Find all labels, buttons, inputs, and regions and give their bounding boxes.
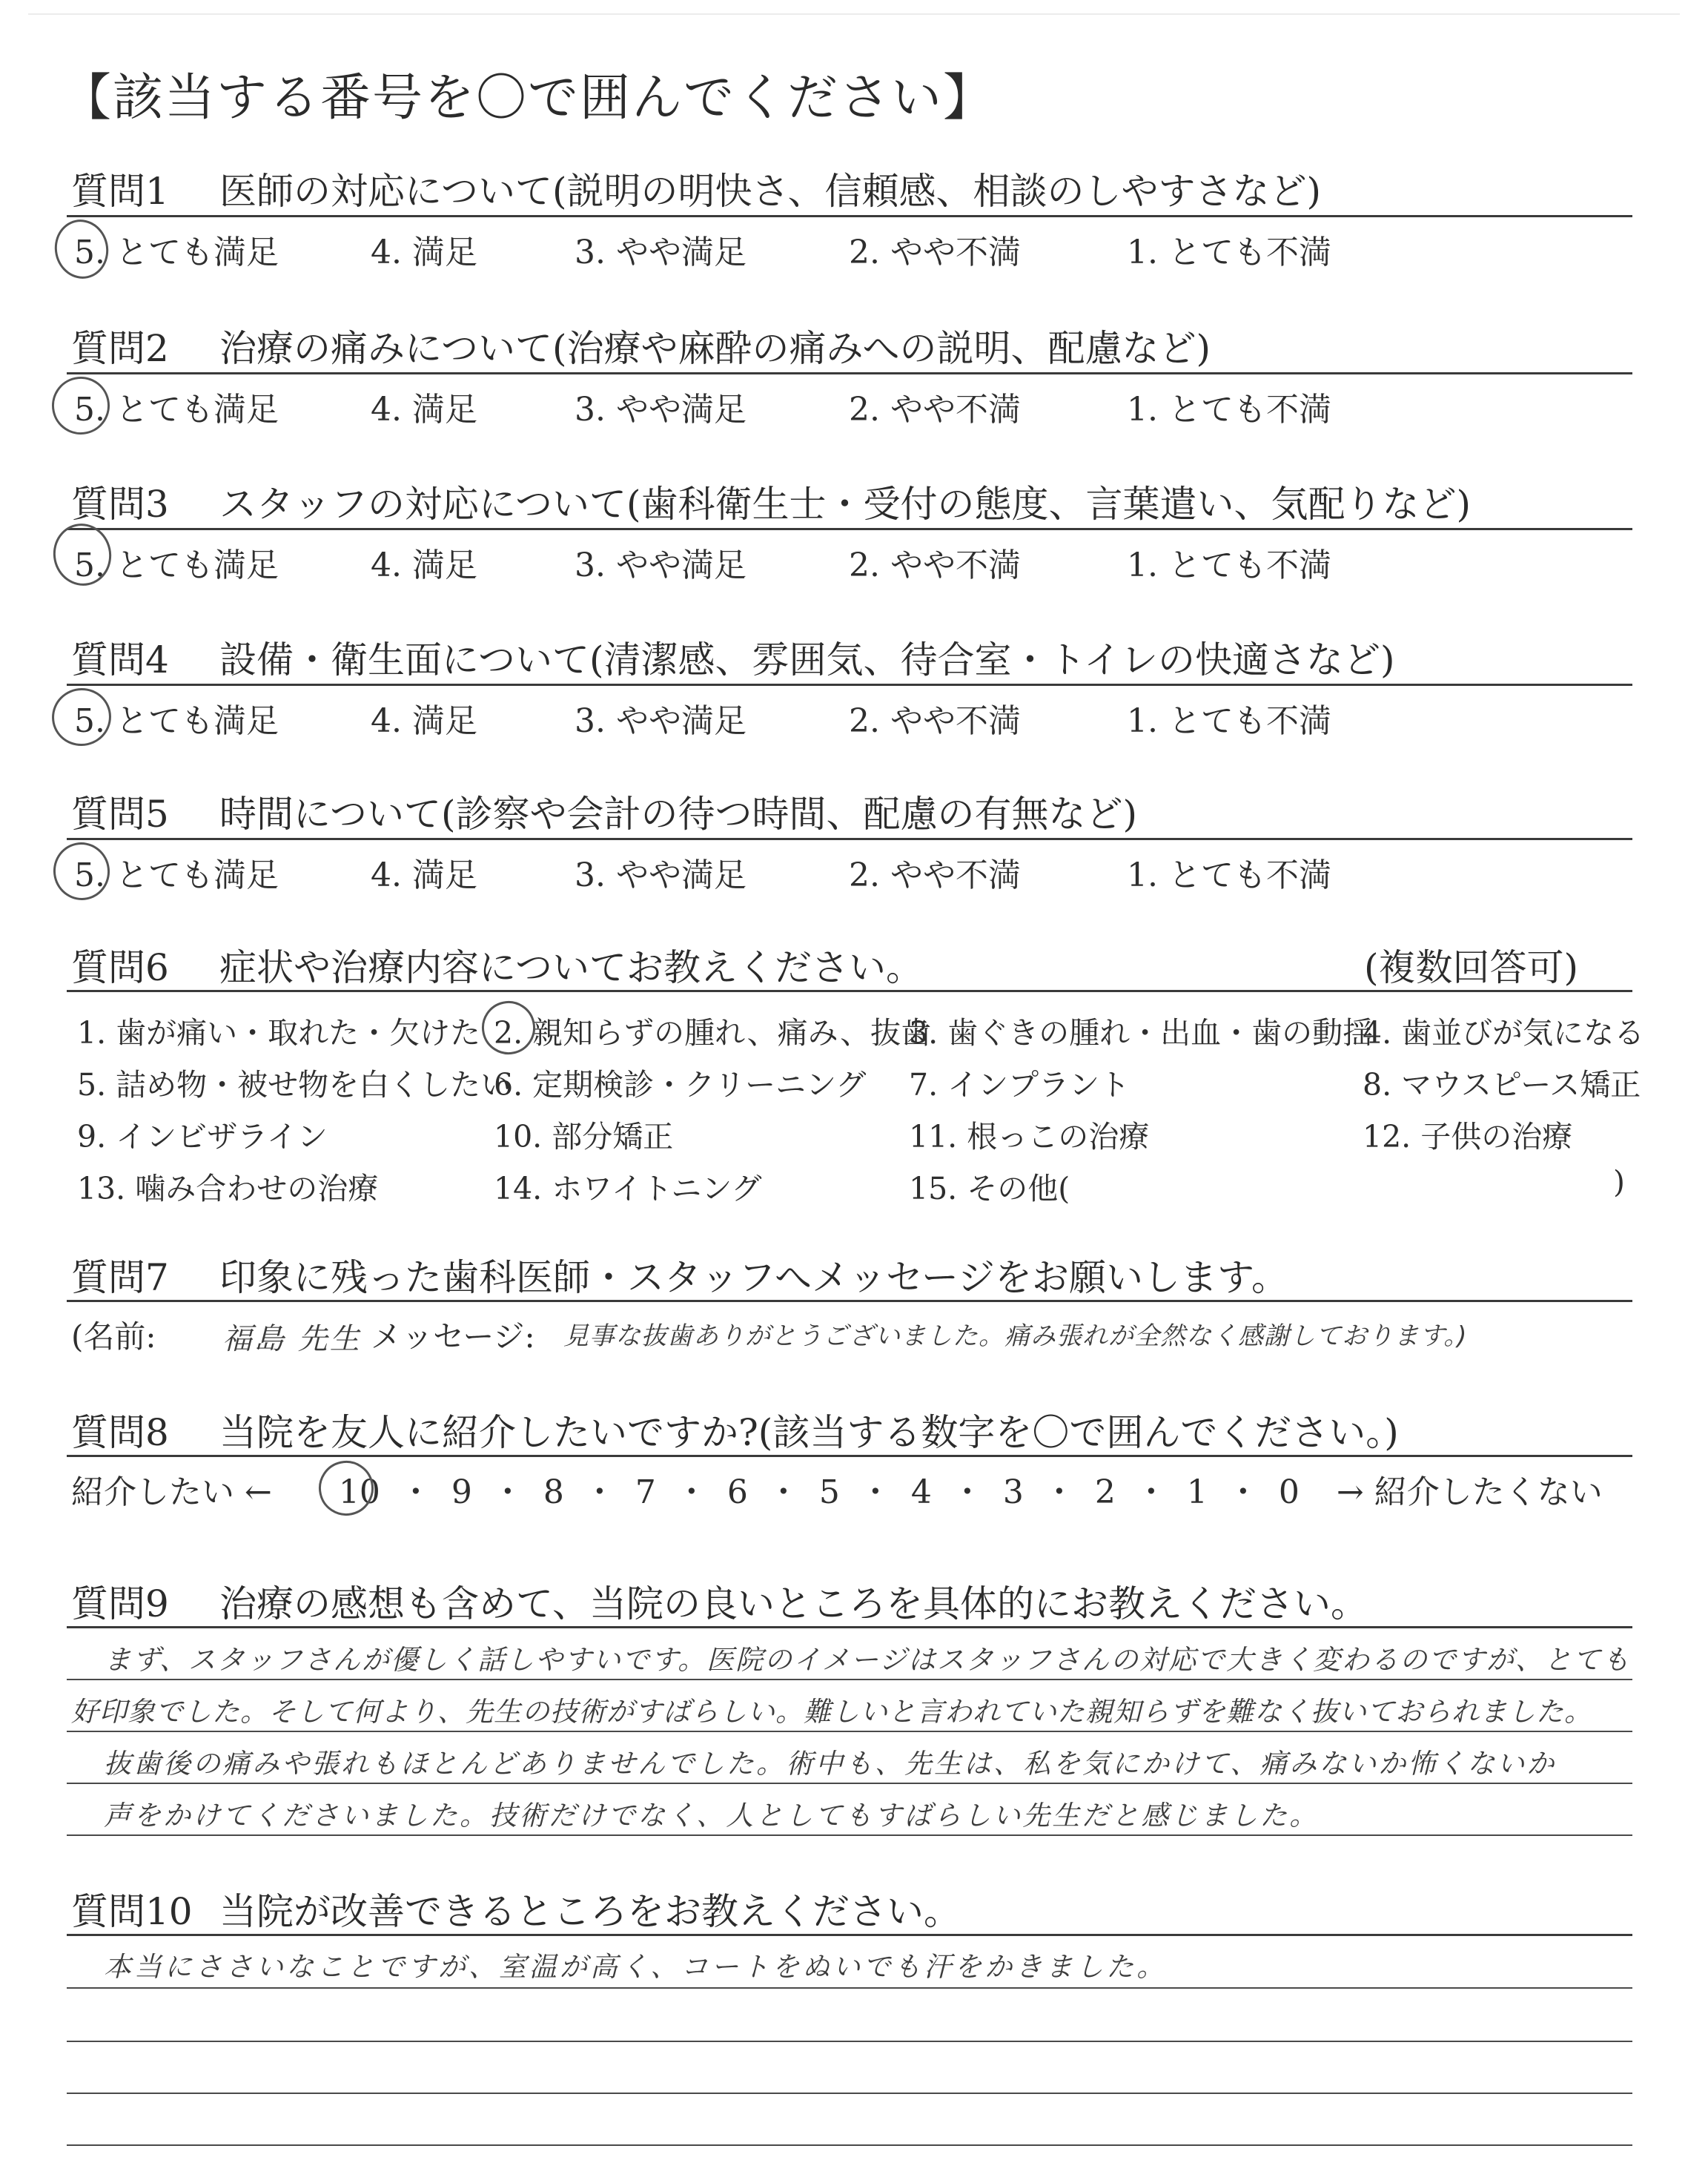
q2-option-1[interactable]: 1. とても不満 [1127,391,1331,429]
question-10-text: 当院が改善できるところをお教えください。 [219,1890,961,1933]
q6-option-4[interactable]: 4. 歯並びが気になる [1363,1015,1645,1051]
q5-option-1[interactable]: 1. とても不満 [1127,856,1331,894]
q9-answer-line-1[interactable]: まず、スタッフさんが優しく話しやすいです。医院のイメージはスタッフさんの対応で大きく変わるのですが、とても [104,1644,1631,1676]
q6-option-8[interactable]: 8. マウスピース矯正 [1363,1067,1641,1103]
q8-separator: ・ [583,1473,616,1511]
question-6-title [71,938,923,991]
q4-option-5[interactable]: 5. とても満足 [74,702,279,740]
question-5-text: 時間について(診察や会計の待つ時間、配慮の有無など) [219,793,1138,836]
q10-ruled-line [67,2093,1632,2094]
question-5-number: 質問5 [71,793,169,836]
question-6-text: 症状や治療内容についてお教えください。 [219,946,923,989]
q8-score-1[interactable]: 1 [1186,1473,1208,1511]
q9-ruled-line [67,1834,1632,1836]
q8-score-9[interactable]: 9 [451,1473,472,1511]
question-5-title [71,785,1137,838]
question-8-text: 当院を友人に紹介したいですか?(該当する数字を〇で囲んでください。) [219,1411,1399,1454]
question-10-title [71,1882,961,1935]
q7-name-label: (名前: [71,1318,156,1355]
q5-option-5[interactable]: 5. とても満足 [74,856,279,894]
q3-option-4[interactable]: 4. 満足 [371,546,477,584]
question-1-underline [67,215,1632,217]
q10-ruled-line [67,1987,1632,1989]
q10-ruled-line [67,2041,1632,2042]
question-9-number: 質問9 [71,1582,169,1625]
question-6-underline [67,990,1632,992]
q6-option-9[interactable]: 9. インビザライン [77,1119,328,1155]
question-4-number: 質問4 [71,638,169,681]
q9-answer-line-3[interactable]: 抜歯後の痛みや張れもほとんどありませんでした。術中も、先生は、私を気にかけて、痛みないか怖くないか [104,1748,1557,1780]
question-7-number: 質問7 [71,1256,169,1299]
q8-separator: ・ [1134,1473,1168,1511]
q1-option-1[interactable]: 1. とても不満 [1127,234,1331,271]
q2-option-2[interactable]: 2. やや不満 [849,391,1021,429]
question-4-underline [67,684,1632,686]
q10-ruled-line [67,2144,1632,2146]
q6-option-10[interactable]: 10. 部分矯正 [494,1119,674,1155]
q9-answer-line-4[interactable]: 声をかけてくださいました。技術だけでなく、人としてもすばらしい先生だと感じました。 [104,1800,1320,1832]
question-2-title [71,319,1211,372]
q1-option-4[interactable]: 4. 満足 [371,234,477,271]
question-6-number: 質問6 [71,946,169,989]
q2-option-4[interactable]: 4. 満足 [371,391,477,429]
q9-ruled-line [67,1783,1632,1784]
question-7-text: 印象に残った歯科医師・スタッフへメッセージをお願いします。 [219,1256,1288,1299]
q5-option-3[interactable]: 3. やや満足 [575,856,747,894]
q1-option-2[interactable]: 2. やや不満 [849,234,1021,271]
q8-score-8[interactable]: 8 [543,1473,564,1511]
question-3-title [71,475,1471,528]
question-3-text: スタッフの対応について(歯科衛生士・受付の態度、言葉遣い、気配りなど) [219,483,1472,526]
q6-option-14[interactable]: 14. ホワイトニング [494,1171,762,1206]
q8-score-4[interactable]: 4 [910,1473,932,1511]
question-4-text: 設備・衛生面について(清潔感、雰囲気、待合室・トイレの快適さなど) [219,638,1395,681]
q8-score-5[interactable]: 5 [818,1473,840,1511]
q7-message-value[interactable]: 見事な抜歯ありがとうございました。痛み張れが全然なく感謝しております。) [563,1321,1468,1351]
question-8-underline [67,1455,1632,1457]
q6-option-7[interactable]: 7. インプラント [909,1067,1131,1103]
q6-option-15-close-paren: ) [1613,1164,1625,1200]
question-7-title [71,1248,1288,1301]
question-10-number: 質問10 [71,1890,193,1933]
question-3-underline [67,528,1632,530]
question-5-underline [67,838,1632,840]
q4-option-4[interactable]: 4. 満足 [371,702,477,740]
q9-ruled-line [67,1679,1632,1680]
q6-option-12[interactable]: 12. 子供の治療 [1363,1119,1573,1155]
q8-separator: ・ [675,1473,708,1511]
q3-option-2[interactable]: 2. やや不満 [849,546,1021,584]
q6-option-15[interactable]: 15. その他( [909,1171,1070,1206]
question-9-underline [67,1626,1632,1628]
q8-separator: ・ [491,1473,524,1511]
page-title: 【該当する番号を〇で囲んでください】 [61,69,996,128]
question-2-number: 質問2 [71,327,169,370]
q8-score-7[interactable]: 7 [635,1473,656,1511]
q8-score-10[interactable]: 10 [338,1473,380,1511]
question-1-number: 質問1 [71,170,169,213]
q6-option-3[interactable]: 3. 歯ぐきの腫れ・出血・歯の動揺 [909,1015,1374,1051]
q8-separator: ・ [1042,1473,1076,1511]
q8-recommend-scale [71,1465,1603,1513]
q6-option-6[interactable]: 6. 定期検診・クリーニング [494,1067,867,1103]
question-2-text: 治療の痛みについて(治療や麻酔の痛みへの説明、配慮など) [219,327,1211,370]
q8-score-6[interactable]: 6 [726,1473,748,1511]
question-7-underline [67,1300,1632,1302]
question-6-note: (複数回答可) [1364,946,1579,989]
q6-option-5[interactable]: 5. 詰め物・被せ物を白くしたい [77,1067,512,1103]
q8-separator: ・ [950,1473,984,1511]
q8-score-3[interactable]: 3 [1002,1473,1024,1511]
q8-right-label: → 紹介したくない [1336,1473,1603,1511]
question-2-underline [67,372,1632,374]
q3-option-1[interactable]: 1. とても不満 [1127,546,1331,584]
question-1-text: 医師の対応について(説明の明快さ、信頼感、相談のしやすさなど) [219,170,1322,213]
q2-option-5[interactable]: 5. とても満足 [74,391,279,429]
q8-left-label: 紹介したい ← [71,1473,272,1511]
q9-answer-line-2[interactable]: 好印象でした。そして何より、先生の技術がすばらしい。難しいと言われていた親知らずを難なく抜いておられました。 [71,1696,1592,1728]
q7-message-label: メッセージ: [371,1318,535,1355]
q1-option-5[interactable]: 5. とても満足 [74,234,279,271]
q8-score-2[interactable]: 2 [1094,1473,1116,1511]
q4-option-2[interactable]: 2. やや不満 [849,702,1021,740]
q9-ruled-line [67,1731,1632,1732]
q7-name-value[interactable]: 福島 先生 [222,1322,362,1356]
q6-option-13[interactable]: 13. 噛み合わせの治療 [77,1171,379,1206]
q2-option-3[interactable]: 3. やや満足 [575,391,747,429]
q5-option-2[interactable]: 2. やや不満 [849,856,1021,894]
q10-answer-line-1[interactable]: 本当にささいなことですが、室温が高く、コートをぬいでも汗をかきました。 [104,1951,1168,1983]
q8-separator: ・ [399,1473,432,1511]
q8-separator: ・ [767,1473,800,1511]
q4-option-3[interactable]: 3. やや満足 [575,702,747,740]
q1-option-3[interactable]: 3. やや満足 [575,234,747,271]
q6-option-1[interactable]: 1. 歯が痛い・取れた・欠けた [77,1015,481,1051]
question-8-number: 質問8 [71,1411,169,1454]
q4-option-1[interactable]: 1. とても不満 [1127,702,1331,740]
q3-option-3[interactable]: 3. やや満足 [575,546,747,584]
question-9-text: 治療の感想も含めて、当院の良いところを具体的にお教えください。 [219,1582,1368,1625]
question-9-title [71,1574,1368,1628]
q8-separator: ・ [858,1473,892,1511]
q8-separator: ・ [1226,1473,1260,1511]
question-10-underline [67,1934,1632,1936]
q3-option-5[interactable]: 5. とても満足 [74,546,279,584]
q6-option-11[interactable]: 11. 根っこの治療 [909,1119,1150,1155]
page-top-edge [28,13,1680,15]
q6-option-2[interactable]: 2. 親知らずの腫れ、痛み、抜歯 [494,1015,932,1051]
question-1-title [71,162,1321,215]
question-4-title [71,630,1395,684]
q5-option-4[interactable]: 4. 満足 [371,856,477,894]
question-3-number: 質問3 [71,483,169,526]
question-8-title [71,1403,1399,1456]
q8-score-0[interactable]: 0 [1278,1473,1300,1511]
